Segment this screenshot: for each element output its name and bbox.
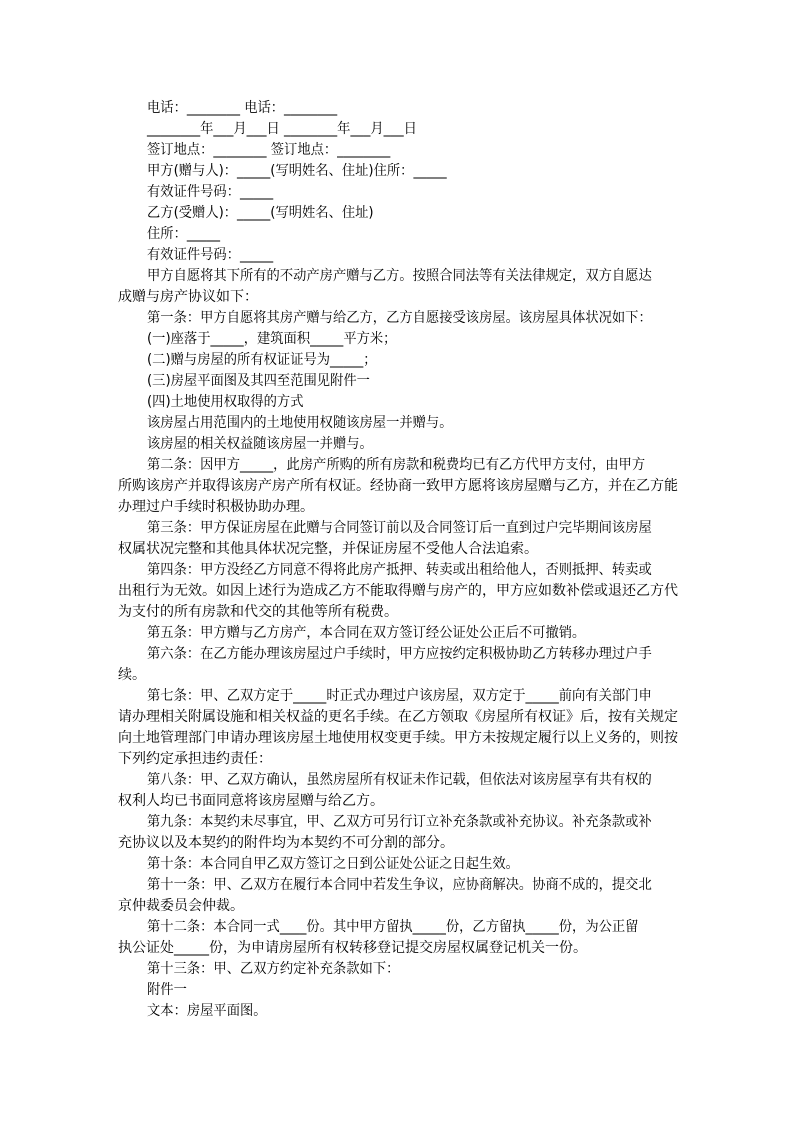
article-7-line: 第七条：甲、乙双方定于_____时正式办理过户该房屋，双方定于_____前向有关部门申 <box>147 688 652 704</box>
paragraph-line: 充协议以及本契约的附件均为本契约不可分割的部分。 <box>118 835 454 851</box>
paragraph-line: 权利人均已书面同意将该房屋赠与给乙方。 <box>118 793 384 809</box>
article-10-line: 第十条：本合同自甲乙双方签订之日到公证处公证之日起生效。 <box>147 856 519 872</box>
paragraph-line: 所购该房产并取得该房产房产所有权证。经协商一致甲方愿将该房屋赠与乙方，并在乙方能 <box>118 478 678 494</box>
paragraph-line: 出租行为无效。如因上述行为造成乙方不能取得赠与房产的，甲方应如数补偿或退还乙方代 <box>118 583 678 599</box>
article-12-line: 第十二条：本合同一式____份。其中甲方留执_____份，乙方留执_____份，为公正留 <box>147 919 639 935</box>
list-item: (二)赠与房屋的所有权证证号为_____； <box>147 352 377 368</box>
paragraph-line: 续。 <box>118 667 146 683</box>
paragraph-line: 甲方自愿将其下所有的不动产房产赠与乙方。按照合同法等有关法律规定，双方自愿达 <box>147 268 652 284</box>
paragraph-line: 向土地管理部门申请办理该房屋土地使用权变更手续。甲方未按规定履行以上义务的，则按 <box>118 730 678 746</box>
paragraph-line: 下列约定承担违约责任： <box>118 751 272 767</box>
article-3-line: 第三条：甲方保证房屋在此赠与合同签订前以及合同签订后一直到过户完毕期间该房屋 <box>147 520 652 536</box>
attachment-heading: 附件一 <box>147 982 187 998</box>
article-6-line: 第六条：在乙方能办理该房屋过户手续时，甲方应按约定积极协助乙方转移办理过户手 <box>147 646 652 662</box>
article-8-line: 第八条：甲、乙双方确认，虽然房屋所有权证未作记载，但依法对该房屋享有共有权的 <box>147 772 652 788</box>
list-item: (一)座落于_____，建筑面积_____平方米； <box>147 331 397 347</box>
attachment-text: 文本：房屋平面图。 <box>147 1003 267 1019</box>
party-b-address-line: 住所：_____ <box>147 226 221 242</box>
party-b-line: 乙方(受赠人)：_____(写明姓名、住址) <box>147 205 374 221</box>
article-13-line: 第十三条：甲、乙双方约定补充条款如下： <box>147 961 400 977</box>
party-b-id-line: 有效证件号码：_____ <box>147 247 274 263</box>
article-1-line: 第一条：甲方自愿将其房产赠与给乙方，乙方自愿接受该房屋。该房屋具体状况如下： <box>147 310 652 326</box>
article-2-line: 第二条：因甲方_____，此房产所购的所有房款和税费均已有乙方代甲方支付，由甲方 <box>147 457 646 473</box>
paragraph-line: 京仲裁委员会仲裁。 <box>118 898 244 914</box>
article-9-line: 第九条：本契约未尽事宜，甲、乙双方可另行订立补充条款或补充协议。补充条款或补 <box>147 814 652 830</box>
paragraph-line: 为支付的所有房款和代交的其他等所有税费。 <box>118 604 398 620</box>
signing-place-line: 签订地点：________ 签订地点：________ <box>147 142 391 158</box>
article-11-line: 第十一条：甲、乙双方在履行本合同中若发生争议，应协商解决。协商不成的，提交北 <box>147 877 652 893</box>
phone-line: 电话：________ 电话：________ <box>147 100 338 116</box>
paragraph-line: 该房屋的相关权益随该房屋一并赠与。 <box>147 436 373 452</box>
date-line: ________年___月___日 ________年___月___日 <box>147 121 417 137</box>
paragraph-line: 请办理相关附属设施和相关权益的更名手续。在乙方领取《房屋所有权证》后，按有关规定 <box>118 709 678 725</box>
list-item: (四)土地使用权取得的方式 <box>147 394 304 410</box>
paragraph-line: 执公证处_____份，为申请房屋所有权转移登记提交房屋权属登记机关一份。 <box>118 940 587 956</box>
paragraph-line: 办理过户手续时积极协助办理。 <box>118 499 314 515</box>
list-item: (三)房屋平面图及其四至范围见附件一 <box>147 373 370 389</box>
paragraph-line: 成赠与房产协议如下： <box>118 289 258 305</box>
article-5-line: 第五条：甲方赠与乙方房产，本合同在双方签订经公证处公正后不可撤销。 <box>147 625 586 641</box>
paragraph-line: 权属状况完整和其他具体状况完整，并保证房屋不受他人合法追索。 <box>118 541 538 557</box>
party-a-id-line: 有效证件号码：_____ <box>147 184 274 200</box>
paragraph-line: 该房屋占用范围内的土地使用权随该房屋一并赠与。 <box>147 415 453 431</box>
party-a-line: 甲方(赠与人)：_____(写明姓名、住址)住所：_____ <box>147 163 447 179</box>
article-4-line: 第四条：甲方没经乙方同意不得将此房产抵押、转卖或出租给他人，否则抵押、转卖或 <box>147 562 652 578</box>
